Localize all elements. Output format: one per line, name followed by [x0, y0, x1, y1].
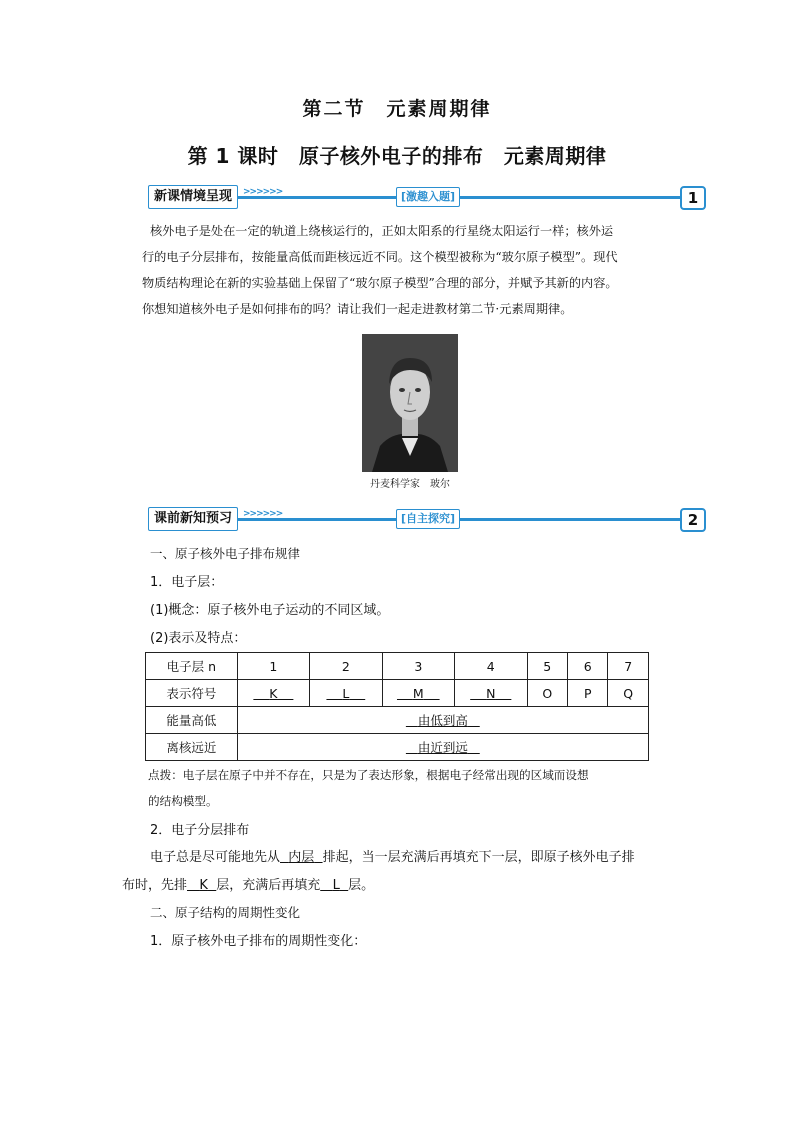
- intro-line: 核外电子是处在一定的轨道上绕核运行的，正如太阳系的行星绕太阳运行一样；核外运: [150, 224, 614, 238]
- banner-label: 新课情境呈现: [148, 185, 238, 209]
- table-cell: 7: [608, 653, 649, 680]
- table-cell: [310, 680, 382, 707]
- banner-new-lesson: [148, 184, 708, 210]
- item-heading: 1．原子核外电子排布的周期性变化：: [150, 934, 367, 949]
- note-line: 的结构模型。: [148, 794, 218, 808]
- text-segment: 层。: [348, 878, 375, 893]
- intro-line: 行的电子分层排布，按能量高低而距核远近不同。这个模型被称为“玻尔原子模型”。现代: [142, 250, 618, 264]
- distance-answer: 由近到远: [417, 740, 468, 755]
- table-cell: [455, 680, 527, 707]
- banner-label: 课前新知预习: [148, 507, 238, 531]
- table-cell: [237, 680, 309, 707]
- note-paragraph: [148, 762, 658, 814]
- symbol-answer: L: [342, 685, 350, 701]
- table-cell: [237, 734, 648, 761]
- concept-text: (1)概念：原子核外电子运动的不同区域。: [150, 603, 390, 618]
- banner-arrows: >>>>>>: [243, 509, 283, 519]
- photo-caption: 丹麦科学家 玻尔: [370, 479, 450, 490]
- table-cell: 6: [568, 653, 608, 680]
- energy-answer: 由低到高: [417, 713, 468, 728]
- table-header-cell: 离核远近: [146, 734, 238, 761]
- table-cell: 4: [455, 653, 527, 680]
- banner-preview: [148, 506, 708, 532]
- banner-subtitle: [自主探究]: [396, 509, 460, 529]
- table-cell: [237, 707, 648, 734]
- table-row: [146, 680, 649, 707]
- text-segment: 电子总是尽可能地先从: [150, 850, 281, 865]
- note-line: 点拨：电子层在原子中并不存在，只是为了表达形象，根据电子经常出现的区域而设想: [148, 768, 589, 782]
- text-segment: 排起，当一层充满后再填充下一层，即原子核外电子排: [322, 850, 635, 865]
- text-segment: 布时，先排: [122, 878, 188, 893]
- banner-arrows: >>>>>>: [243, 187, 283, 197]
- table-row: [146, 707, 649, 734]
- table-cell: Q: [608, 680, 649, 707]
- symbol-answer: K: [269, 685, 278, 701]
- lesson-title: 第 1 课时 原子核外电子的排布 元素周期律: [187, 144, 607, 168]
- banner-number: 2: [680, 508, 706, 532]
- blank-answer: L: [332, 878, 340, 893]
- table-header-cell: 表示符号: [146, 680, 238, 707]
- table-cell: 2: [310, 653, 382, 680]
- bohr-portrait-image: [362, 334, 458, 472]
- banner-subtitle: [激趣入题]: [396, 187, 460, 207]
- electron-shell-table: [145, 652, 649, 761]
- intro-paragraph: [142, 218, 650, 322]
- table-cell: [382, 680, 455, 707]
- blank-answer: 内层: [288, 850, 315, 865]
- intro-line: 你想知道核外电子是如何排布的吗？请让我们一起走进教材第二节·元素周期律。: [142, 302, 573, 316]
- shell-order-text-line1: [150, 846, 635, 865]
- table-cell: P: [568, 680, 608, 707]
- text-segment: 层，充满后再填充: [216, 878, 321, 893]
- table-cell: 3: [382, 653, 455, 680]
- table-header-cell: 能量高低: [146, 707, 238, 734]
- section-heading: 一、原子核外电子排布规律: [150, 546, 301, 561]
- table-row: [146, 734, 649, 761]
- table-header-cell: 电子层 n: [146, 653, 238, 680]
- section-title: 第二节 元素周期律: [302, 98, 492, 120]
- symbol-answer: N: [486, 685, 496, 701]
- blank-answer: K: [199, 878, 208, 893]
- item-heading: 2．电子分层排布: [150, 823, 250, 838]
- table-cell: 5: [527, 653, 567, 680]
- table-cell: 1: [237, 653, 309, 680]
- table-cell: O: [527, 680, 567, 707]
- section-heading: 二、原子结构的周期性变化: [150, 905, 301, 920]
- shell-order-text-line2: [122, 874, 374, 893]
- banner-number: 1: [680, 186, 706, 210]
- symbol-answer: M: [412, 685, 424, 701]
- intro-line: 物质结构理论在新的实验基础上保留了“玻尔原子模型”合理的部分，并赋予其新的内容。: [142, 276, 618, 290]
- table-row: [146, 653, 649, 680]
- item-heading: 1．电子层：: [150, 575, 224, 590]
- features-text: (2)表示及特点：: [150, 631, 247, 646]
